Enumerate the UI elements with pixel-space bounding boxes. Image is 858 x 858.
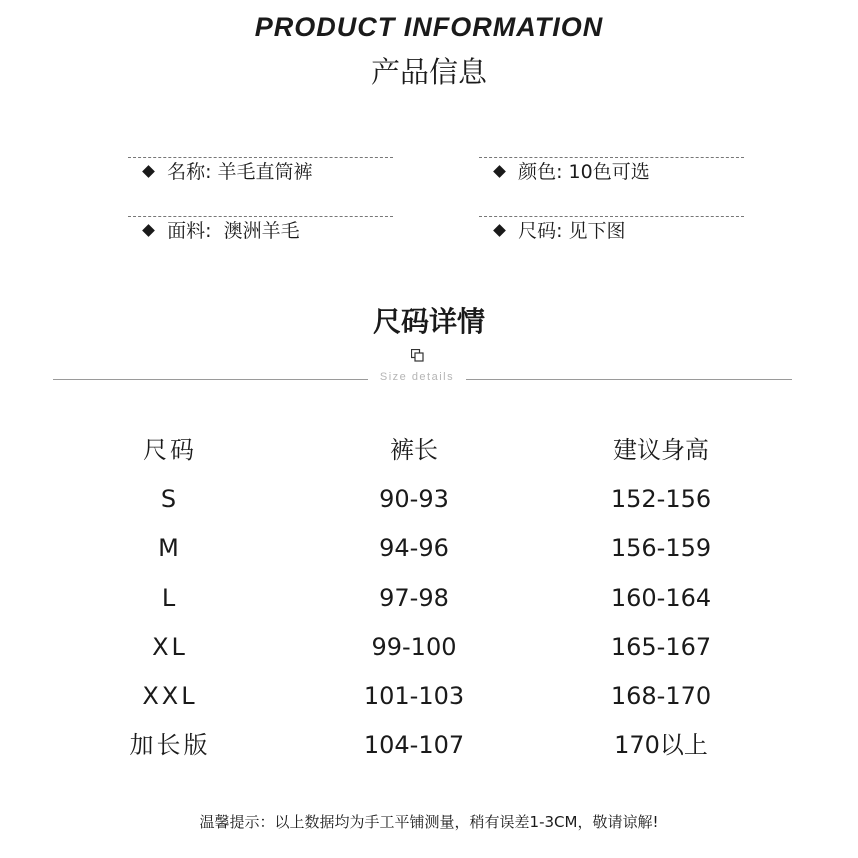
size-details-subtitle: Size details bbox=[379, 371, 455, 383]
title-english: PRODUCT INFORMATION bbox=[254, 12, 604, 42]
diamond-icon bbox=[493, 165, 506, 178]
table-cell-size: M bbox=[158, 534, 182, 562]
info-name-field bbox=[128, 127, 393, 183]
table-cell-height: 160-164 bbox=[610, 584, 712, 612]
measurement-note: 温馨提示：以上数据均为手工平铺测量，稍有误差1-3CM，敬请谅解! bbox=[199, 813, 659, 831]
info-color-text: 颜色: 10色可选 bbox=[518, 161, 650, 183]
table-cell-length: 94-96 bbox=[379, 534, 449, 562]
table-cell-height: 156-159 bbox=[610, 534, 712, 562]
table-cell-size: L bbox=[161, 584, 179, 612]
table-cell-length: 104-107 bbox=[363, 731, 465, 759]
table-cell-height: 170以上 bbox=[614, 731, 708, 759]
table-cell-length: 99-100 bbox=[371, 633, 457, 661]
diamond-icon bbox=[142, 224, 155, 237]
divider-right bbox=[466, 379, 792, 380]
title-chinese: 产品信息 bbox=[370, 55, 487, 89]
double-square-icon bbox=[411, 349, 424, 362]
table-cell-size: S bbox=[160, 485, 180, 513]
table-cell-height: 168-170 bbox=[610, 682, 712, 710]
info-size-field bbox=[479, 186, 744, 242]
table-cell-size: 加长版 bbox=[129, 731, 211, 759]
table-cell-length: 101-103 bbox=[363, 682, 465, 710]
info-name-text: 名称: 羊毛直筒裤 bbox=[167, 161, 313, 183]
diamond-icon bbox=[493, 224, 506, 237]
table-cell-length: 97-98 bbox=[379, 584, 449, 612]
table-header-size: 尺码 bbox=[143, 436, 197, 464]
size-details-title: 尺码详情 bbox=[372, 305, 485, 338]
table-header-length: 裤长 bbox=[390, 436, 438, 464]
info-size-text: 尺码: 见下图 bbox=[518, 220, 626, 242]
info-fabric-text: 面料: 澳洲羊毛 bbox=[167, 220, 300, 242]
diamond-icon bbox=[142, 165, 155, 178]
divider-left bbox=[53, 379, 368, 380]
table-cell-height: 152-156 bbox=[610, 485, 712, 513]
table-cell-size: XL bbox=[152, 633, 188, 661]
table-cell-height: 165-167 bbox=[610, 633, 712, 661]
table-header-height: 建议身高 bbox=[613, 436, 709, 464]
table-cell-length: 90-93 bbox=[379, 485, 449, 513]
info-fabric-field bbox=[128, 186, 393, 242]
table-cell-size: XXL bbox=[142, 682, 198, 710]
info-color-field bbox=[479, 127, 744, 183]
